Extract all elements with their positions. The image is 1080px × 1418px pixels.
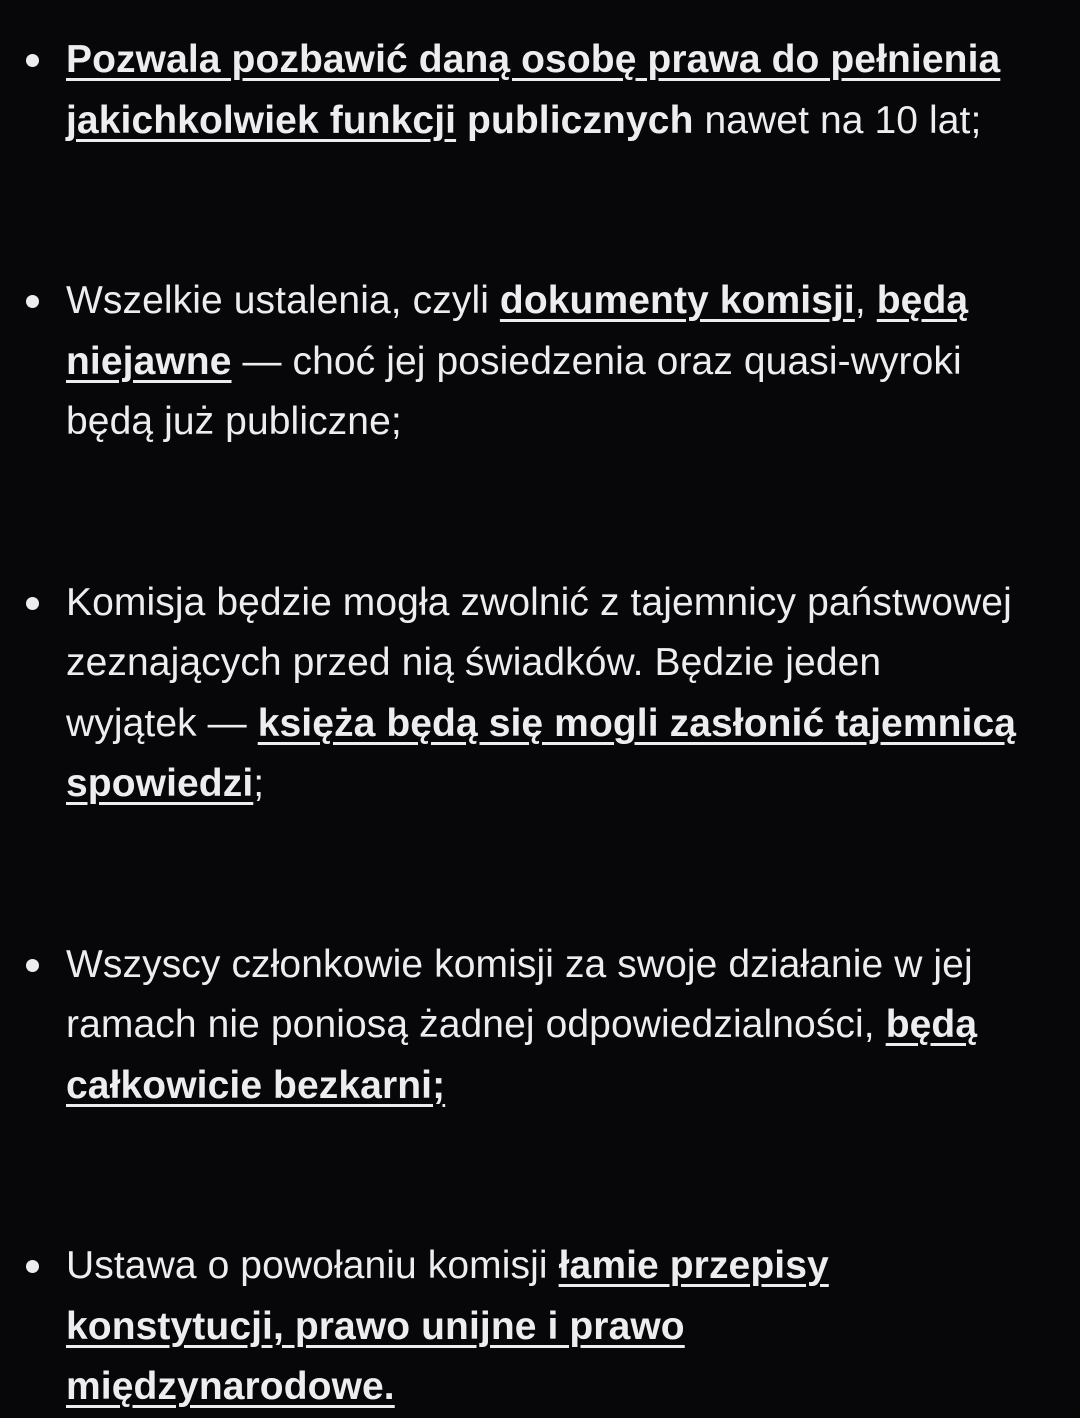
plain-text: Komisja będzie mogła zwolnić z tajemnicy państwowej zeznających przed nią świadków. Będzie jeden wyjątek — [66,580,1012,745]
list-item [0,573,1080,815]
plain-text: nawet na 10 lat; [704,98,982,142]
list-item [0,1236,1080,1418]
list-item [0,30,1080,151]
list-item [0,271,1080,453]
plain-text: Ustawa o powołaniu komisji [66,1244,548,1287]
underlined-text: będą całkowicie bezkarni; [66,1003,978,1107]
bullet-dot-icon [26,295,39,308]
plain-text: — choć jej posiedzenia oraz quasi-wyroki będą już publiczne; [66,339,962,443]
underlined-text: dokumenty komisji [499,279,855,322]
plain-text: Wszelkie ustalenia, czyli [66,279,489,322]
punctuation-text: ; [253,762,265,805]
underlined-text: księża będą się mogli zasłonić tajemnicą spowiedzi [66,701,1017,805]
plain-text: Wszyscy członkowie komisji za swoje działanie w jej ramach nie poniosą żadnej odpowiedzialności, [66,942,973,1046]
bullet-dot-icon [26,54,39,67]
bullet-dot-icon [26,959,39,972]
list-item [0,935,1080,1117]
bullet-list [0,30,1080,1418]
bullet-dot-icon [26,1260,39,1273]
underlined-text: Pozwala pozbawić daną osobę prawa do pełnienia jakichkolwiek funkcji [66,38,1001,142]
underlined-text: będą niejawne [66,279,969,383]
bold-text: publicznych [467,98,694,142]
punctuation-text: , [854,279,866,322]
bullet-dot-icon [26,597,39,610]
underlined-text: łamie przepisy konstytucji, prawo unijne i prawo międzynarodowe. [66,1244,829,1408]
